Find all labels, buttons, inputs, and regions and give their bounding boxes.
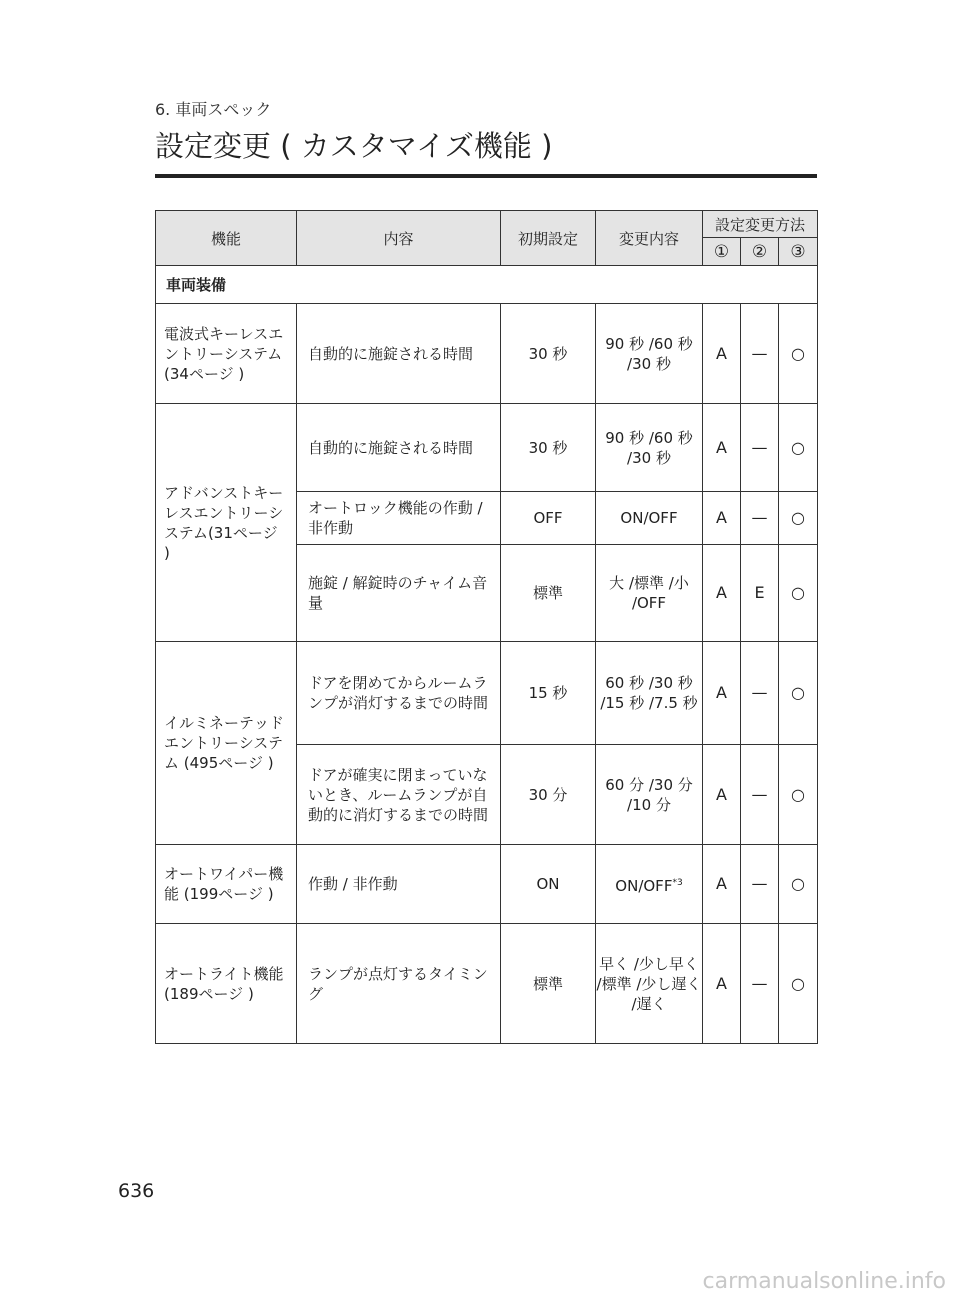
initial-cell: 30 秒 <box>501 404 596 492</box>
watermark: carmanualsonline.info <box>702 1269 946 1294</box>
content-cell: 自動的に施錠される時間 <box>297 304 501 404</box>
method-2-cell: — <box>741 492 779 545</box>
customization-table <box>155 210 818 1044</box>
method-3-cell: ○ <box>779 492 818 545</box>
header-method-1: ① <box>703 238 741 266</box>
feature-cell: アドバンストキーレスエントリーシステム(31ページ ) <box>156 404 297 642</box>
header-initial: 初期設定 <box>501 211 596 266</box>
initial-cell: ON <box>501 845 596 924</box>
table-row <box>156 642 818 745</box>
content-cell: ランプが点灯するタイミング <box>297 924 501 1044</box>
method-2-cell: — <box>741 642 779 745</box>
method-1-cell: A <box>703 404 741 492</box>
change-text: 早く /少し早く /標準 /少し遅く /遅く <box>596 954 702 1013</box>
change-text: 大 /標準 /小 /OFF <box>609 574 689 612</box>
change-text: 60 分 /30 分 /10 分 <box>605 775 693 814</box>
change-cell <box>596 642 703 745</box>
method-3-cell: ○ <box>779 845 818 924</box>
content-cell: 自動的に施錠される時間 <box>297 404 501 492</box>
method-2-cell: — <box>741 745 779 845</box>
page-title: 設定変更 ( カスタマイズ機能 ) <box>155 129 553 163</box>
initial-cell: 30 分 <box>501 745 596 845</box>
header-method-3: ③ <box>779 238 818 266</box>
feature-cell: イルミネーテッドエントリーシステム (495ページ ) <box>156 642 297 845</box>
method-3-cell: ○ <box>779 404 818 492</box>
change-text: 90 秒 /60 秒 /30 秒 <box>605 428 693 467</box>
initial-cell: 15 秒 <box>501 642 596 745</box>
method-3-cell: ○ <box>779 924 818 1044</box>
change-text: 90 秒 /60 秒 /30 秒 <box>605 334 693 373</box>
header-row <box>156 211 818 238</box>
category-row <box>156 266 818 304</box>
change-text: ON/OFF <box>615 876 673 895</box>
method-3-cell: ○ <box>779 745 818 845</box>
method-1-cell: A <box>703 545 741 642</box>
method-3-cell: ○ <box>779 642 818 745</box>
section-label: 6. 車両スペック <box>155 100 272 119</box>
initial-cell: OFF <box>501 492 596 545</box>
method-3-cell: ○ <box>779 304 818 404</box>
method-3-cell: ○ <box>779 545 818 642</box>
header-change: 変更内容 <box>596 211 703 266</box>
method-2-cell: — <box>741 304 779 404</box>
page-header <box>155 100 817 178</box>
content-cell: 施錠 / 解錠時のチャイム音量 <box>297 545 501 642</box>
method-1-cell: A <box>703 924 741 1044</box>
content-cell: ドアを閉めてからルームランプが消灯するまでの時間 <box>297 642 501 745</box>
content-cell: オートロック機能の作動 / 非作動 <box>297 492 501 545</box>
content-cell: 作動 / 非作動 <box>297 845 501 924</box>
feature-cell: 電波式キーレスエントリーシステム (34ページ ) <box>156 304 297 404</box>
change-text: ON/OFF <box>620 509 678 527</box>
change-cell <box>596 404 703 492</box>
change-cell <box>596 545 703 642</box>
method-2-cell: E <box>741 545 779 642</box>
method-2-cell: — <box>741 845 779 924</box>
method-2-cell: — <box>741 404 779 492</box>
table-row <box>156 924 818 1044</box>
header-method-2: ② <box>741 238 779 266</box>
method-1-cell: A <box>703 492 741 545</box>
change-cell <box>596 492 703 545</box>
initial-cell: 標準 <box>501 924 596 1044</box>
method-1-cell: A <box>703 745 741 845</box>
initial-cell: 30 秒 <box>501 304 596 404</box>
change-text: 60 秒 /30 秒 /15 秒 /7.5 秒 <box>600 674 698 712</box>
title-rule <box>155 174 817 178</box>
change-cell <box>596 924 703 1044</box>
change-cell <box>596 745 703 845</box>
feature-cell: オートワイパー機能 (199ページ ) <box>156 845 297 924</box>
method-1-cell: A <box>703 304 741 404</box>
initial-cell: 標準 <box>501 545 596 642</box>
page-number: 636 <box>118 1180 155 1202</box>
header-method: 設定変更方法 <box>703 211 818 238</box>
table-row <box>156 304 818 404</box>
change-cell <box>596 845 703 924</box>
content-cell: ドアが確実に閉まっていないとき、ルームランプが自動的に消灯するまでの時間 <box>297 745 501 845</box>
feature-cell: オートライト機能 (189ページ ) <box>156 924 297 1044</box>
footnote-mark: *3 <box>672 877 683 888</box>
change-cell <box>596 304 703 404</box>
method-1-cell: A <box>703 642 741 745</box>
header-content: 内容 <box>297 211 501 266</box>
header-function: 機能 <box>156 211 297 266</box>
category-label: 車両装備 <box>156 266 818 304</box>
method-1-cell: A <box>703 845 741 924</box>
method-2-cell: — <box>741 924 779 1044</box>
table-row <box>156 845 818 924</box>
table-row <box>156 404 818 492</box>
